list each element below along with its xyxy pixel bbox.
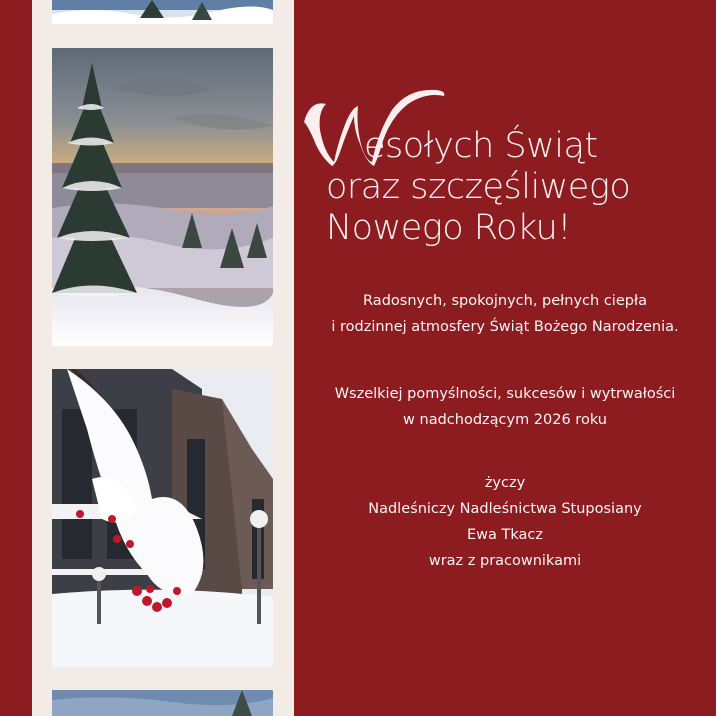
- wishes-line: Wszelkiej pomyślności, sukcesów i wytrwałości: [334, 386, 676, 402]
- wishes-paragraph-2: [294, 381, 716, 433]
- rowan-berries-building-photo: [52, 369, 273, 667]
- wishes-line: w nadchodzącym 2026 roku: [403, 412, 607, 428]
- photo-strip: [32, 0, 294, 716]
- wishes-line: i rodzinnej atmosfery Świąt Bożego Narodzenia.: [331, 319, 679, 335]
- greeting-panel: [294, 0, 716, 716]
- wishes-line: Radosnych, spokojnych, pełnych ciepła: [363, 293, 647, 309]
- greeting-line-2: oraz szczęśliwego: [326, 167, 631, 207]
- signature-line: Ewa Tkacz: [467, 527, 543, 543]
- greeting-line-1-text: esołych Świąt: [364, 126, 598, 166]
- greeting-line-3: Nowego Roku!: [326, 208, 571, 248]
- wishes-paragraph-1: [294, 288, 716, 340]
- snowy-spruce-sunset-photo: [52, 48, 273, 346]
- winter-forest-top-photo: [52, 0, 273, 24]
- greeting-line-1: [326, 126, 598, 167]
- winter-photo-bottom: [52, 690, 273, 716]
- signature-line: Nadleśniczy Nadleśnictwa Stuposiany: [368, 501, 642, 517]
- signature-block: [294, 470, 716, 574]
- signature-line: wraz z pracownikami: [428, 553, 582, 569]
- signature-line: życzy: [484, 475, 526, 491]
